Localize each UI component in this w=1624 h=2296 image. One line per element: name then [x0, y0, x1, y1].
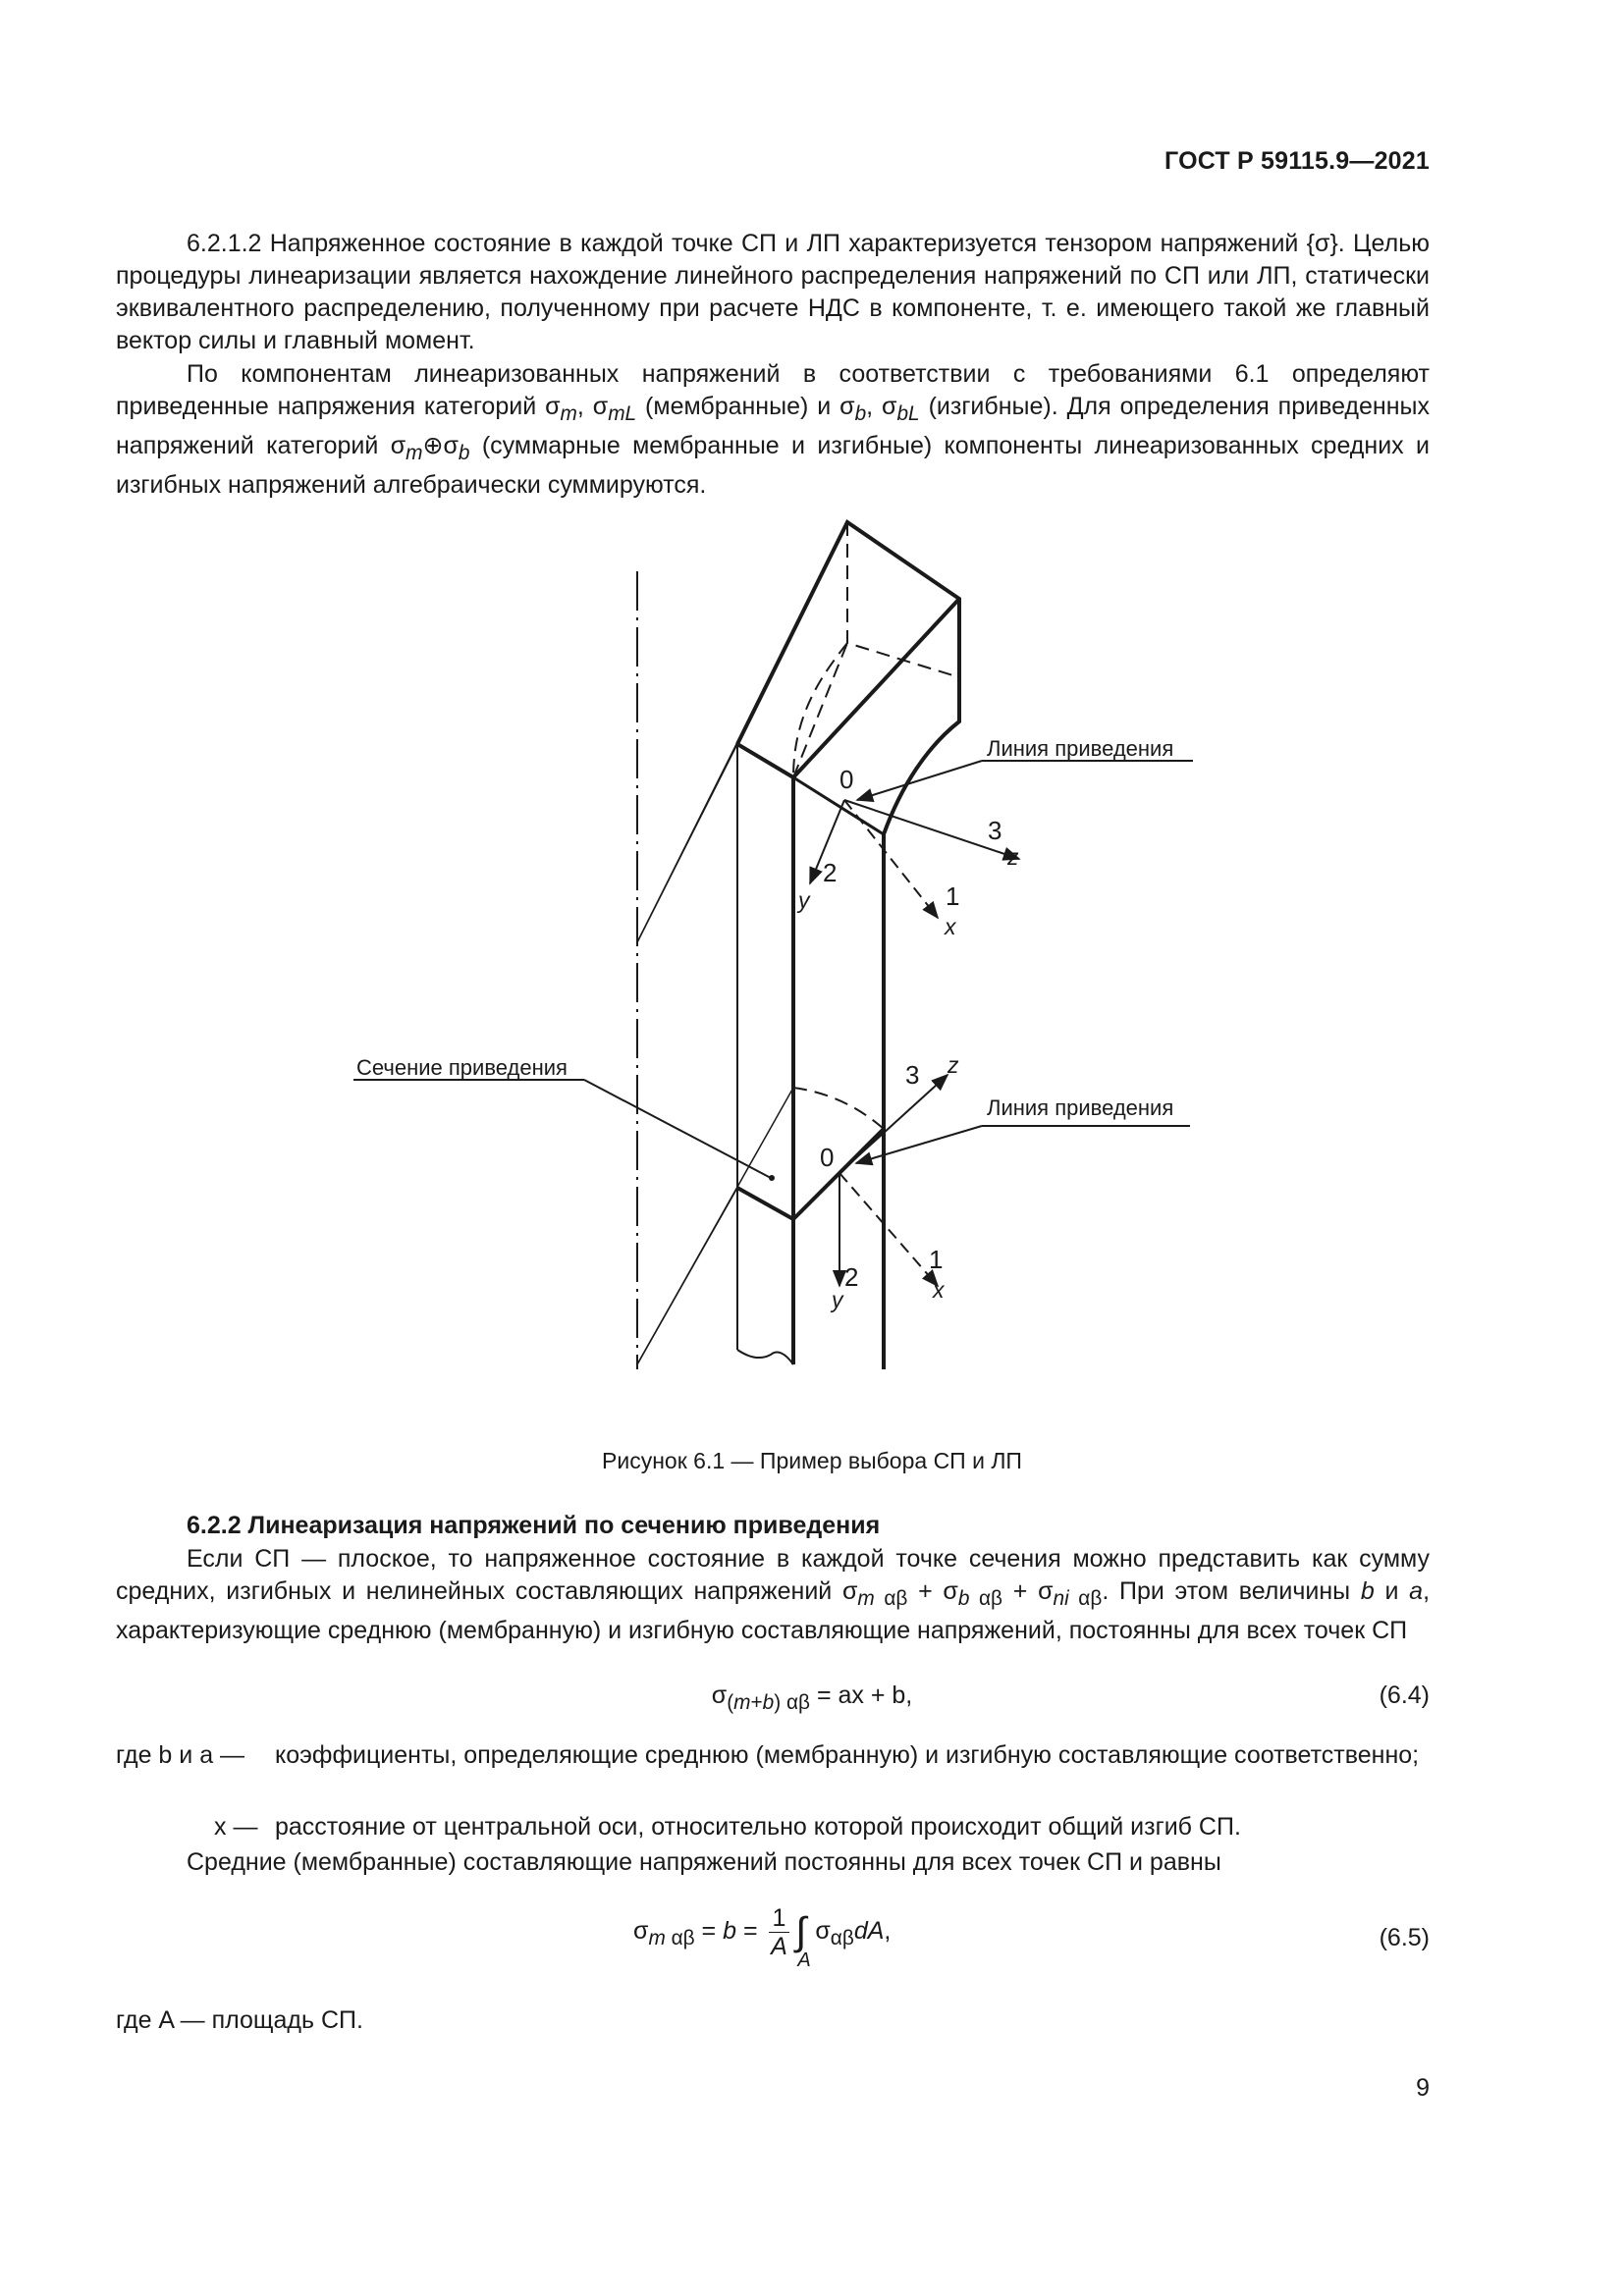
num-3-bottom: 3	[905, 1060, 920, 1090]
paragraph-linearization: Если СП — плоское, то напряженное состояние в каждой точке сечения можно представить как сумму средних, изгибных и нелинейных составляющих напряжений $\sigma_{m \alpha\beta} + \sigma_{b \alpha\beta} + \sigma_{ni \alpha\beta}$. При этом величины b и a, характеризующие среднюю (мембранную) и изгибную составляющие напряжений, постоянны для всех точек СП	[116, 1545, 1431, 1644]
num-2-bottom: 2	[844, 1262, 859, 1292]
standard-header: ГОСТ Р 59115.9—2021	[1164, 147, 1430, 175]
num-3-top: 3	[988, 816, 1002, 845]
construction-line	[637, 744, 737, 942]
origin-top: 0	[839, 765, 854, 794]
pipe-bend-diagram	[334, 515, 1218, 1428]
equation-number-6-4: (6.4)	[1379, 1682, 1430, 1709]
equation-6-4: $\sigma_{(m+b) \alpha\beta}$ = ax + b,	[711, 1682, 913, 1714]
section-point	[769, 1175, 775, 1181]
definition-area: где A — площадь СП.	[116, 2006, 363, 2034]
section-bottom-left	[737, 1188, 793, 1219]
leader-line-bottom	[856, 1126, 982, 1163]
paragraph-components: По компонентам линеаризованных напряжений в соответствии с требованиями 6.1 определяют приведенные напряжения категорий $\sigma_m$, $\sigma_{mL}$ (мембранные) и $\sigma_b$, $\sigma_{bL}$ (изгибные). Для определения приведенных напряжений категорий $\sigma_m\oplus\sigma_b$ (суммарные мембранные и изгибные) компоненты линеаризованных средних и изгибных напряжений алгебраически суммируются.	[116, 360, 1430, 499]
leader-section	[584, 1080, 771, 1178]
label-section: Сечение приведения	[356, 1055, 568, 1080]
construction-line	[637, 1188, 737, 1364]
hidden-arc-bottom	[793, 1088, 884, 1129]
definition-text-x: расстояние от центральной оси, относительно которой происходит общий изгиб СП.	[275, 1813, 1241, 1841]
paragraph-membrane: Средние (мембранные) составляющие напряжений постоянны для всех точек СП и равны	[187, 1848, 1221, 1876]
definition-term-ba: где b и a —	[116, 1741, 245, 1769]
num-2-top: 2	[823, 858, 838, 887]
page-number: 9	[1416, 2074, 1430, 2102]
figure-6-1	[334, 515, 1218, 1428]
equation-6-5: $\sigma_{m \alpha\beta} = b$ = $\frac{1}{A}$ ∫ A $\sigma_{\alpha\beta}dA$,	[633, 1904, 892, 1971]
z-top: z	[1007, 844, 1019, 870]
section-heading: 6.2.2 Линеаризация напряжений по сечению приведения	[187, 1512, 881, 1539]
x-bottom: x	[933, 1277, 945, 1303]
paragraph-6-2-1-2: 6.2.1.2 Напряженное состояние в каждой точке СП и ЛП характеризуется тензором напряжений {σ}. Целью процедуры линеаризации является нахождение линейного распределения напряжений по СП или ЛП, статически эквивалентного распределению, полученному при расчете НДС в компоненте, т. е. имеющего такой же главный вектор силы и главный момент.	[116, 230, 1430, 354]
bend-end-edge	[793, 599, 959, 777]
z-bottom: z	[947, 1052, 959, 1078]
x-top: x	[945, 914, 956, 939]
axis-z-bottom	[839, 1075, 947, 1173]
hidden-bend-lines	[793, 522, 959, 777]
bend-outline	[737, 522, 959, 1369]
equation-number-6-5: (6.5)	[1379, 1924, 1430, 1951]
section-top-left	[737, 744, 793, 777]
pipe-break	[737, 1350, 793, 1364]
definition-term-x: x —	[214, 1813, 258, 1841]
label-line-bottom: Линия приведения	[987, 1095, 1174, 1120]
y-bottom: y	[832, 1287, 843, 1312]
y-top: y	[798, 887, 810, 913]
figure-caption: Рисунок 6.1 — Пример выбора СП и ЛП	[602, 1448, 1022, 1473]
origin-bottom: 0	[820, 1143, 835, 1172]
num-1-top: 1	[946, 881, 960, 911]
num-1-bottom: 1	[929, 1245, 944, 1274]
definition-text-ba: коэффициенты, определяющие среднюю (мембранную) и изгибную составляющие соответственно;	[275, 1741, 1420, 1769]
section-top-right	[793, 777, 884, 834]
hidden-diagonal-top	[793, 643, 847, 777]
label-line-top: Линия приведения	[987, 736, 1174, 761]
